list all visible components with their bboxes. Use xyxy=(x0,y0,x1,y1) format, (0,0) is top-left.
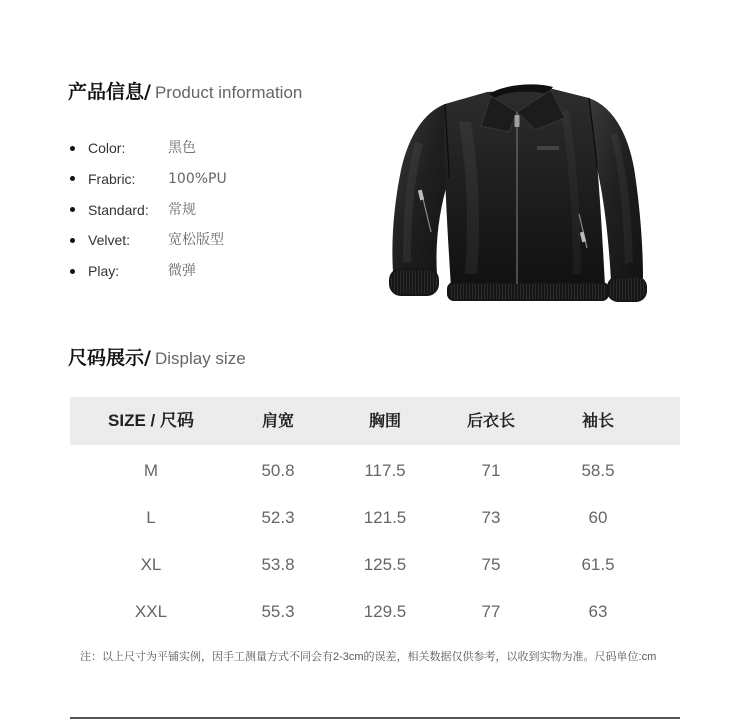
table-cell: 52.3 xyxy=(261,508,295,527)
table-row xyxy=(70,541,680,588)
bullet-icon xyxy=(70,207,75,212)
jacket-left-cuff xyxy=(389,268,439,296)
attribute-label: Frabric: xyxy=(88,170,136,187)
product-info-title-cn: 产品信息/ xyxy=(68,81,151,103)
table-cell: XL xyxy=(140,555,162,574)
attribute-item-fabric xyxy=(68,170,328,201)
table-cell: 58.5 xyxy=(581,461,615,480)
size-table-header xyxy=(70,397,680,445)
attribute-value: 黑色 xyxy=(168,140,196,156)
product-info-title xyxy=(68,80,302,104)
table-cell: 117.5 xyxy=(364,461,406,480)
header-back-length: 后衣长 xyxy=(466,411,515,430)
attribute-value: 100%PU xyxy=(168,170,227,187)
table-cell: 129.5 xyxy=(363,602,407,621)
attribute-item-color xyxy=(68,139,328,170)
attribute-item-standard xyxy=(68,201,328,232)
bullet-icon xyxy=(70,176,75,181)
jacket-left-sleeve xyxy=(392,104,449,275)
attribute-item-velvet xyxy=(68,231,328,262)
attribute-value: 宽松版型 xyxy=(168,232,224,249)
attribute-value: 微弹 xyxy=(168,263,196,279)
table-cell: L xyxy=(146,508,156,527)
jacket-right-cuff xyxy=(607,276,647,302)
table-cell: 50.8 xyxy=(261,461,295,480)
table-cell: 125.5 xyxy=(363,555,407,574)
table-row xyxy=(70,447,680,494)
table-cell: 71 xyxy=(481,461,501,480)
product-jacket-image xyxy=(385,82,651,306)
product-info-title-en: Product information xyxy=(154,83,303,102)
bullet-icon xyxy=(70,269,75,274)
bullet-icon xyxy=(70,238,75,243)
bottom-divider xyxy=(70,717,680,719)
attribute-item-play xyxy=(68,262,328,293)
header-shoulder: 肩宽 xyxy=(261,411,294,430)
size-section-title xyxy=(68,346,246,370)
header-chest: 胸围 xyxy=(368,411,401,430)
table-cell: 73 xyxy=(481,508,501,527)
attribute-list xyxy=(68,139,328,293)
table-cell: 75 xyxy=(481,555,501,574)
table-cell: 63 xyxy=(588,602,608,621)
table-row xyxy=(70,588,680,635)
table-cell: 55.3 xyxy=(261,602,295,621)
attribute-label: Color: xyxy=(88,140,126,156)
measurement-note: 注：以上尺寸为平铺实例，因手工测量方式不同会有2-3cm的误差，相关数据仅供参考，以收到实物为准。尺码单位:cm xyxy=(80,651,657,663)
table-cell: 53.8 xyxy=(261,555,295,574)
table-row xyxy=(70,494,680,541)
size-table xyxy=(70,397,680,637)
table-cell: XXL xyxy=(134,602,168,621)
attribute-label: Velvet: xyxy=(88,232,131,249)
attribute-label: Standard: xyxy=(88,201,149,218)
table-cell: 60 xyxy=(588,508,608,527)
attribute-label: Play: xyxy=(88,263,120,279)
attribute-value: 常规 xyxy=(168,201,196,218)
bullet-icon xyxy=(70,146,75,151)
jacket-hem xyxy=(447,282,609,301)
size-section-title-en: Display size xyxy=(154,349,246,368)
header-size: SIZE / 尺码 xyxy=(108,411,194,430)
table-cell: 121.5 xyxy=(363,508,407,527)
jacket-chest-label xyxy=(537,146,559,150)
table-cell: 61.5 xyxy=(581,555,615,574)
table-cell: 77 xyxy=(481,602,501,621)
table-cell: M xyxy=(143,461,159,480)
size-section-title-cn: 尺码展示/ xyxy=(68,347,151,369)
header-sleeve: 袖长 xyxy=(581,411,614,430)
